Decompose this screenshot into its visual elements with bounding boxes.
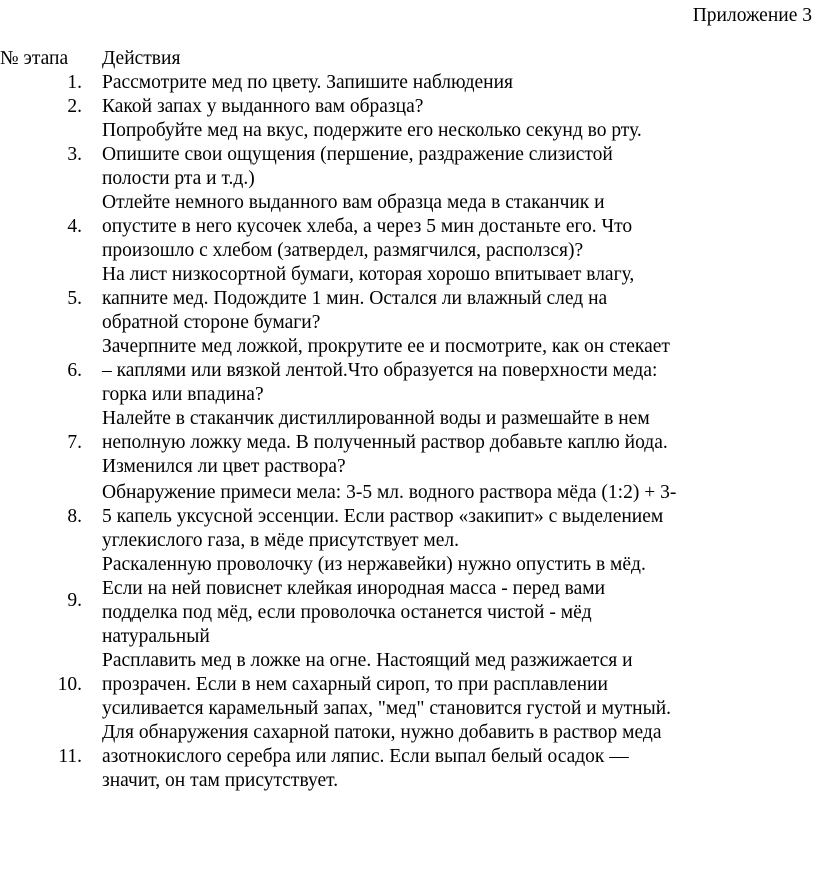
step-text-line: углекислого газа, в мёде присутствует мел. — [102, 530, 460, 551]
step-text-line: Обнаружение примеси мела: 3-5 мл. водного раствора мёда (1:2) + 3- — [102, 482, 677, 503]
step-text-line: Зачерпните мед ложкой, прокрутите ее и посмотрите, как он стекает — [102, 336, 670, 357]
step-number: 10. — [57, 674, 82, 695]
step-text-line: значит, он там присутствует. — [102, 770, 339, 791]
step-text-line: полости рта и т.д.) — [102, 168, 255, 189]
step-number: 7. — [67, 432, 82, 453]
step-number: 3. — [67, 144, 82, 165]
step-text-line: Если на ней повиснет клейкая инородная масса - перед вами — [102, 578, 606, 599]
step-number: 6. — [67, 360, 82, 381]
step-text-line: Отлейте немного выданного вам образца меда в стаканчик и — [102, 192, 605, 213]
column-header-actions: Действия — [102, 48, 181, 69]
step-text-line: капните мед. Подождите 1 мин. Остался ли влажный след на — [102, 288, 608, 309]
step-text-line: произошло с хлебом (затвердел, размягчился, расползся)? — [102, 240, 584, 261]
appendix-label: Приложение 3 — [692, 5, 812, 26]
step-text-line: обратной стороне бумаги? — [102, 312, 321, 333]
step-number: 4. — [67, 216, 82, 237]
step-text-line: – каплями или вязкой лентой.Что образуется на поверхности меда: — [102, 360, 658, 381]
step-text-line: усиливается карамельный запах, "мед" становится густой и мутный. — [102, 698, 672, 719]
column-header-step-number: № этапа — [0, 48, 69, 69]
step-text-line: 5 капель уксусной эссенции. Если раствор «закипит» с выделением — [102, 506, 664, 527]
step-text-line: Опишите свои ощущения (першение, раздражение слизистой — [102, 144, 613, 165]
step-text-line: Какой запах у выданного вам образца? — [102, 96, 424, 117]
step-number: 2. — [67, 96, 82, 117]
step-text-line: прозрачен. Если в нем сахарный сироп, то при расплавлении — [102, 674, 608, 695]
step-text-line: опустите в него кусочек хлеба, а через 5 мин достаньте его. Что — [102, 216, 633, 237]
step-text-line: На лист низкосортной бумаги, которая хорошо впитывает влагу, — [102, 264, 635, 285]
step-text-line: Рассмотрите мед по цвету. Запишите наблюдения — [102, 72, 514, 93]
step-number: 5. — [67, 288, 82, 309]
step-text-line: Попробуйте мед на вкус, подержите его несколько секунд во рту. — [102, 120, 642, 141]
step-text-line: Расплавить мед в ложке на огне. Настоящий мед разжижается и — [102, 650, 633, 671]
step-text-line: подделка под мёд, если проволочка останется чистой - мёд — [102, 602, 592, 623]
step-number: 8. — [67, 506, 82, 527]
step-text-line: Налейте в стаканчик дистиллированной воды и размешайте в нем — [102, 408, 650, 429]
step-text-line: натуральный — [102, 626, 210, 647]
step-text-line: неполную ложку меда. В полученный раствор добавьте каплю йода. — [102, 432, 668, 453]
step-text-line: Для обнаружения сахарной патоки, нужно добавить в раствор меда — [102, 722, 662, 743]
step-text-line: горка или впадина? — [102, 384, 264, 405]
step-number: 11. — [58, 746, 82, 767]
step-text-line: Изменился ли цвет раствора? — [102, 456, 346, 477]
step-text-line: азотнокислого серебра или ляпис. Если выпал белый осадок — — [102, 746, 629, 767]
step-number: 1. — [67, 72, 82, 93]
step-text-line: Раскаленную проволочку (из нержавейки) нужно опустить в мёд. — [102, 554, 646, 575]
step-number: 9. — [67, 590, 82, 611]
